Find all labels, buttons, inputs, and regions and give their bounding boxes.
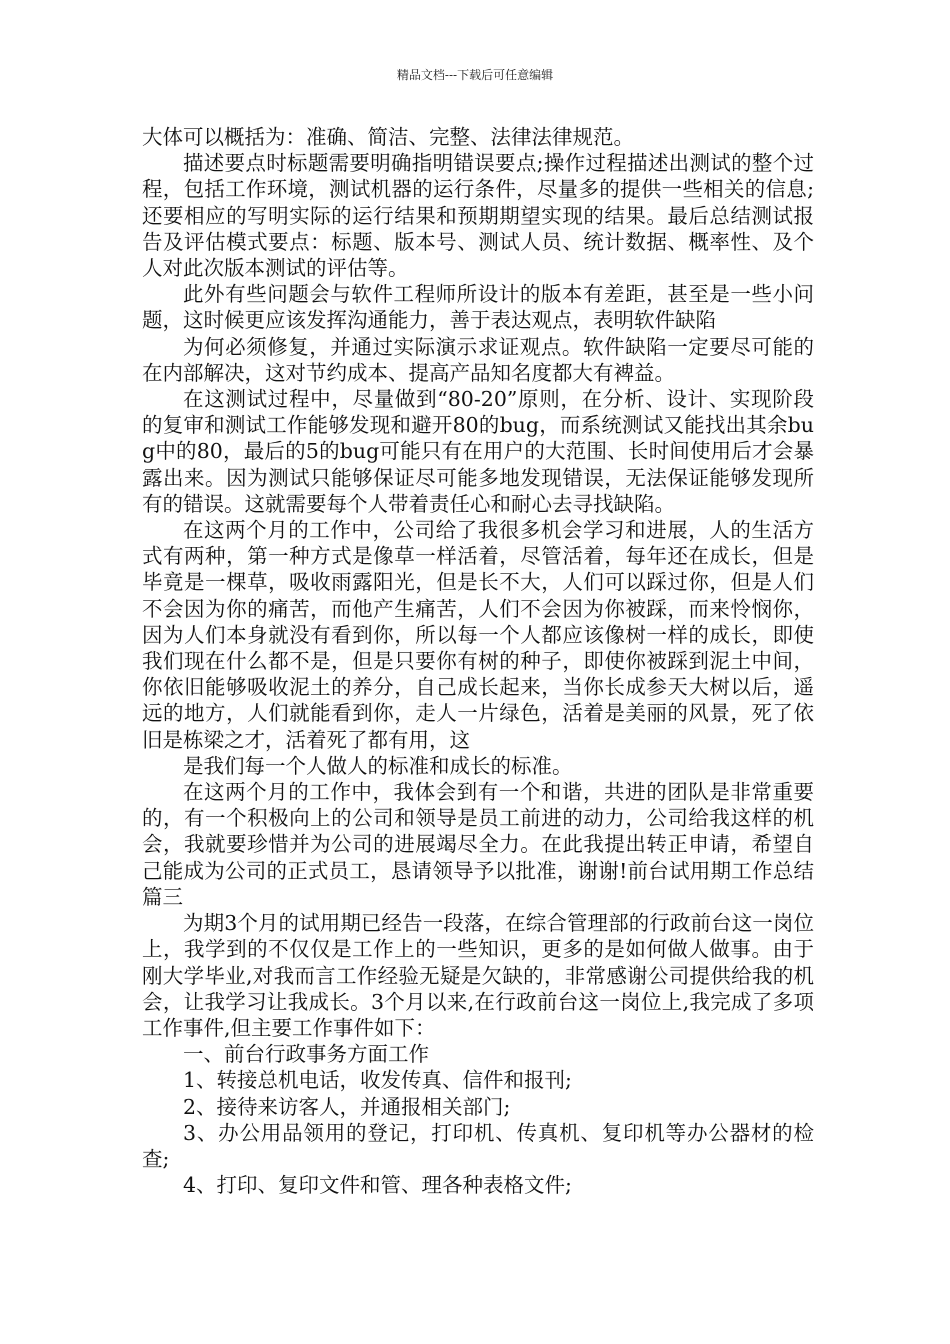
paragraph: 在这两个月的工作中，公司给了我很多机会学习和进展，人的生活方式有两种，第一种方式是像草一样活着，尽管活着，每年还在成长，但是毕竟是一棵草，吸收雨露阳光，但是长不大，人们可以踩过你，但是人们不会因为你的痛苦，而他产生痛苦，人们不会因为你被踩，而来怜悯你，因为人们本身就没有看到你，所以每一个人都应该像树一样的成长，即使我们现在什么都不是，但是只要你有树的种子，即使你被踩到泥土中间，你依旧能够吸收泥土的养分，自己成长起来，当你长成参天大树以后，遥远的地方，人们就能看到你，走人一片绿色，活着是美丽的风景，死了依旧是栋梁之才，活着死了都有用，这 [142,518,814,752]
paragraph: 描述要点时标题需要明确指明错误要点;操作过程描述出测试的整个过程，包括工作环境，测试机器的运行条件，尽量多的提供一些相关的信息;还要相应的写明实际的运行结果和预期期望实现的结果。最后总结测试报告及评估模式要点：标题、版本号、测试人员、统计数据、概率性、及个人对此次版本测试的评估等。 [142,151,814,281]
paragraph: 在这测试过程中，尽量做到“80-20”原则，在分析、设计、实现阶段的复审和测试工作能够发现和避开80的bug，而系统测试又能找出其余bug中的80，最后的5的bug可能只有在用户的大范围、长时间使用后才会暴露出来。因为测试只能够保证尽可能多地发现错误，无法保证能够发现所有的错误。这就需要每个人带着责任心和耐心去寻找缺陷。 [142,387,814,516]
paragraph: 是我们每一个人做人的标准和成长的标准。 [183,753,573,778]
page-header: 精品文档---下载后可任意编辑 [396,68,554,82]
paragraph: 为期3个月的试用期已经告一段落，在综合管理部的行政前台这一岗位上，我学到的不仅仅是工作上的一些知识，更多的是如何做人做事。由于刚大学毕业,对我而言工作经验无疑是欠缺的，非常感谢公司提供给我的机会，让我学习让我成长。3个月以来,在行政前台这一岗位上,我完成了多项工作事件,但主要工作事件如下： [142,911,814,1040]
paragraph: 在这两个月的工作中，我体会到有一个和谐，共进的团队是非常重要的，有一个积极向上的公司和领导是员工前进的动力，公司给我这样的机会，我就要珍惜并为公司的进展竭尽全力。在此我提出转正申请，希望自己能成为公司的正式员工，恳请领导予以批准，谢谢!前台试用期工作总结篇三 [142,780,814,909]
paragraph: 3、办公用品领用的登记，打印机、传真机、复印机等办公器材的检查; [142,1120,814,1171]
paragraph: 4、打印、复印文件和管、理各种表格文件; [183,1173,572,1198]
paragraph: 大体可以概括为：准确、简洁、完整、法律法律规范。 [142,125,634,149]
document-body [142,124,814,1198]
paragraph: 2、接待来访客人，并通报相关部门; [183,1094,511,1119]
paragraph: 一、前台行政事务方面工作 [183,1042,429,1067]
paragraph: 为何必须修复，并通过实际演示求证观点。软件缺陷一定要尽可能的在内部解决，这对节约成本、提高产品知名度都大有裨益。 [142,334,814,385]
paragraph: 此外有些问题会与软件工程师所设计的版本有差距，甚至是一些小问题，这时候更应该发挥沟通能力，善于表达观点，表明软件缺陷 [142,282,814,333]
paragraph: 1、转接总机电话，收发传真、信件和报刊; [183,1068,572,1093]
